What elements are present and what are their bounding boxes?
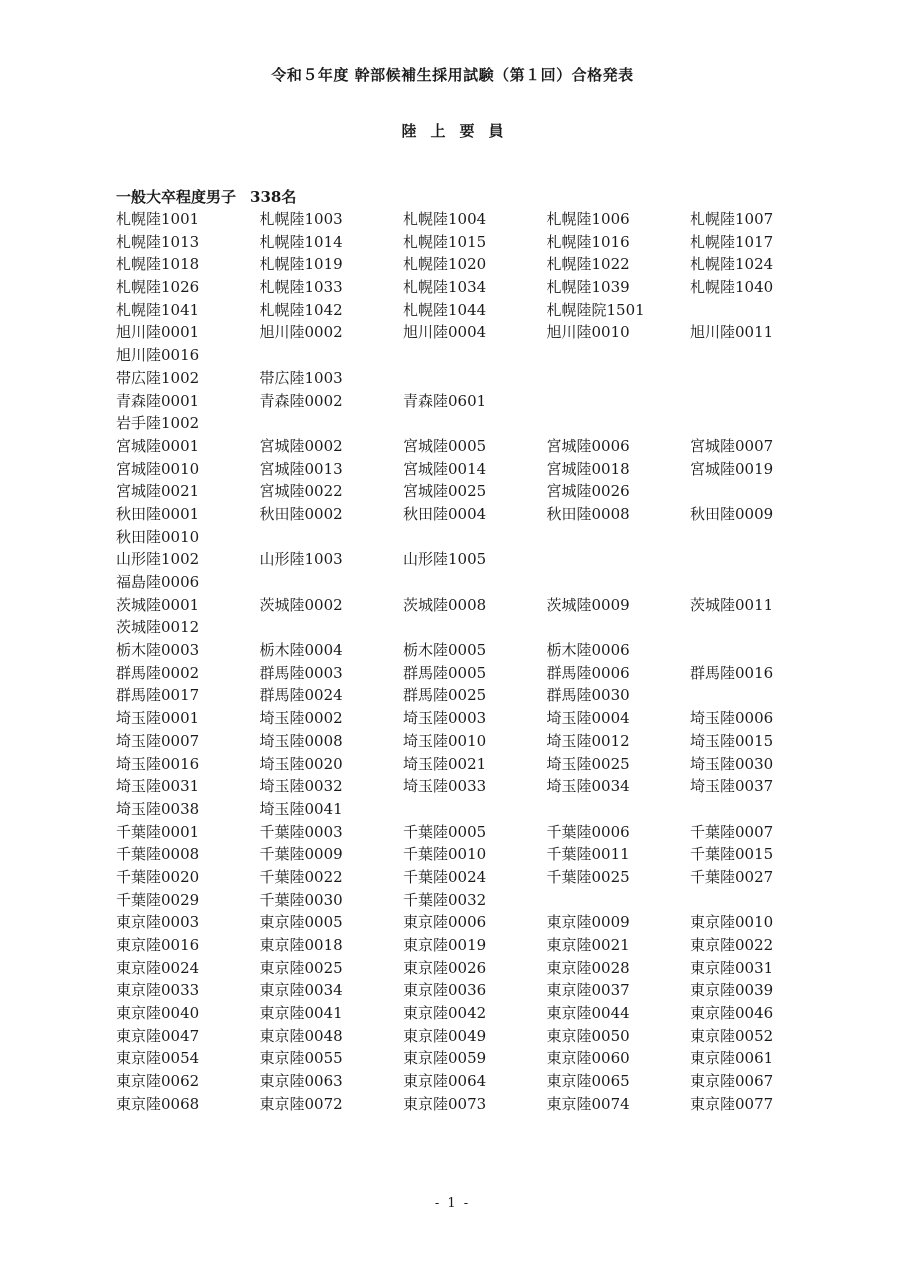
examinee-number: 札幌陸1001 [116, 210, 200, 228]
examinee-number: 宮城陸0013 [259, 459, 343, 478]
examinee-number: 茨城陸0001 [116, 595, 200, 614]
examinee-number: 群馬陸0002 [116, 663, 200, 682]
examinee-number: 東京陸0006 [403, 913, 487, 932]
examinee-number: 埼玉陸0021 [403, 754, 487, 773]
examinee-number: 千葉陸0029 [116, 890, 200, 909]
examinee-number: 札幌陸1033 [259, 278, 343, 297]
examinee-number: 札幌陸1003 [259, 210, 343, 228]
examinee-number: 札幌陸1039 [546, 278, 630, 297]
examinee-number: 群馬陸0016 [690, 663, 774, 682]
examinee-number: 東京陸0068 [116, 1094, 200, 1113]
list-row [116, 934, 836, 957]
examinee-number: 秋田陸0004 [403, 504, 487, 523]
examinee-number: 埼玉陸0031 [116, 777, 200, 796]
list-row [116, 548, 836, 571]
examinee-number: 青森陸0001 [116, 391, 200, 410]
examinee-number: 東京陸0062 [116, 1072, 200, 1091]
list-row [116, 276, 836, 299]
examinee-number: 福島陸0006 [116, 573, 200, 591]
examinee-number: 東京陸0036 [403, 981, 487, 1000]
examinee-number: 札幌陸1042 [259, 300, 343, 319]
examinee-number: 埼玉陸0003 [403, 709, 487, 728]
list-row [116, 639, 836, 662]
examinee-number: 東京陸0055 [259, 1049, 343, 1068]
examinee-number: 東京陸0064 [403, 1072, 487, 1091]
list-row [116, 798, 836, 821]
examinee-number: 千葉陸0006 [546, 822, 630, 841]
examinee-number: 埼玉陸0041 [259, 799, 343, 818]
list-row [116, 707, 836, 730]
examinee-number: 札幌陸1006 [546, 210, 630, 228]
examinee-number: 埼玉陸0010 [403, 731, 487, 750]
page-number: - 1 - [434, 1196, 471, 1211]
examinee-number: 宮城陸0014 [403, 459, 487, 478]
examinee-number: 埼玉陸0038 [116, 799, 200, 818]
examinee-number: 栃木陸0003 [116, 641, 200, 660]
examinee-number: 札幌陸院1501 [546, 300, 645, 319]
examinee-number: 札幌陸1018 [116, 255, 200, 274]
examinee-number: 東京陸0040 [116, 1004, 200, 1023]
examinee-number: 茨城陸0009 [546, 595, 630, 614]
examinee-number: 東京陸0052 [690, 1026, 774, 1045]
examinee-number: 東京陸0024 [116, 958, 200, 977]
examinee-number: 千葉陸0009 [259, 845, 343, 864]
examinee-number: 宮城陸0006 [546, 436, 630, 455]
list-row [116, 866, 836, 889]
examinee-number: 東京陸0067 [690, 1072, 774, 1091]
examinee-number: 群馬陸0003 [259, 663, 343, 682]
examinee-number: 札幌陸1022 [546, 255, 630, 274]
list-row [116, 344, 836, 367]
examinee-number: 東京陸0039 [690, 981, 774, 1000]
examinee-number: 千葉陸0020 [116, 867, 200, 886]
category-label: 一般大卒程度男子 [116, 188, 237, 206]
list-row [116, 1070, 836, 1093]
list-row [116, 957, 836, 980]
examinee-number: 栃木陸0006 [546, 641, 630, 660]
list-row [116, 1002, 836, 1025]
examinee-number: 山形陸1002 [116, 550, 200, 569]
examinee-number: 札幌陸1019 [259, 255, 343, 274]
examinee-number: 埼玉陸0002 [259, 709, 343, 728]
examinee-number: 旭川陸0002 [259, 323, 343, 342]
examinee-number: 東京陸0060 [546, 1049, 630, 1068]
examinee-number: 東京陸0061 [690, 1049, 774, 1068]
examinee-number: 東京陸0026 [403, 958, 487, 977]
examinee-number: 帯広陸1003 [259, 368, 343, 387]
examinee-number: 札幌陸1044 [403, 300, 487, 319]
examinee-number: 秋田陸0001 [116, 504, 200, 523]
list-row [116, 367, 836, 390]
examinee-number: 栃木陸0004 [259, 641, 343, 660]
list-row [116, 1025, 836, 1048]
examinee-number: 東京陸0065 [546, 1072, 630, 1091]
examinee-number: 千葉陸0001 [116, 822, 200, 841]
examinee-number: 旭川陸0010 [546, 323, 630, 342]
examinee-number: 東京陸0063 [259, 1072, 343, 1091]
list-row [116, 321, 836, 344]
list-row [116, 412, 836, 435]
examinee-number: 秋田陸0009 [690, 504, 774, 523]
examinee-number: 札幌陸1013 [116, 232, 200, 251]
examinee-number: 群馬陸0005 [403, 663, 487, 682]
list-row [116, 571, 836, 594]
examinee-number: 宮城陸0025 [403, 482, 487, 501]
list-row [116, 458, 836, 481]
examinee-number: 千葉陸0027 [690, 867, 774, 886]
examinee-number: 宮城陸0019 [690, 459, 774, 478]
examinee-number: 千葉陸0024 [403, 867, 487, 886]
examinee-number: 東京陸0025 [259, 958, 343, 977]
examinee-number: 茨城陸0011 [690, 595, 774, 614]
examinee-number: 東京陸0074 [546, 1094, 630, 1113]
examinee-number: 青森陸0002 [259, 391, 343, 410]
examinee-number: 宮城陸0021 [116, 482, 200, 501]
examinee-number: 東京陸0033 [116, 981, 200, 1000]
list-row [116, 253, 836, 276]
examinee-number: 札幌陸1014 [259, 232, 343, 251]
examinee-number: 宮城陸0005 [403, 436, 487, 455]
examinee-number: 千葉陸0008 [116, 845, 200, 864]
examinee-number: 札幌陸1007 [690, 210, 774, 228]
examinee-number: 東京陸0072 [259, 1094, 343, 1113]
examinee-number: 東京陸0047 [116, 1026, 200, 1045]
examinee-number: 東京陸0031 [690, 958, 774, 977]
document-title: 令和５年度 幹部候補生採用試験（第１回）合格発表 [271, 66, 634, 84]
examinee-number: 東京陸0046 [690, 1004, 774, 1023]
examinee-number: 埼玉陸0015 [690, 731, 774, 750]
examinee-number: 埼玉陸0030 [690, 754, 774, 773]
list-row [116, 911, 836, 934]
examinee-number: 東京陸0041 [259, 1004, 343, 1023]
examinee-number: 札幌陸1016 [546, 232, 630, 251]
examinee-number: 千葉陸0030 [259, 890, 343, 909]
examinee-number: 札幌陸1017 [690, 232, 774, 251]
list-row [116, 526, 836, 549]
examinee-number: 千葉陸0003 [259, 822, 343, 841]
examinee-number: 旭川陸0016 [116, 346, 200, 365]
examinee-number: 東京陸0019 [403, 936, 487, 954]
examinee-number: 旭川陸0011 [690, 323, 774, 342]
examinee-number: 埼玉陸0008 [259, 731, 343, 750]
list-row [116, 821, 836, 844]
list-row [116, 435, 836, 458]
list-row [116, 1047, 836, 1070]
examinee-number: 山形陸1005 [403, 550, 487, 569]
list-row [116, 299, 836, 322]
examinee-number: 岩手陸1002 [116, 414, 200, 433]
examinee-number: 千葉陸0005 [403, 822, 487, 841]
examinee-number: 群馬陸0030 [546, 686, 630, 705]
list-row [116, 979, 836, 1002]
examinee-number: 埼玉陸0034 [546, 777, 630, 796]
list-row [116, 730, 836, 753]
examinee-number: 東京陸0059 [403, 1049, 487, 1068]
examinee-number: 札幌陸1034 [403, 278, 487, 297]
list-row [116, 594, 836, 617]
list-row [116, 753, 836, 776]
list-row [116, 231, 836, 254]
examinee-number: 東京陸0018 [259, 936, 343, 954]
examinee-number: 宮城陸0002 [259, 436, 343, 455]
examinee-number: 東京陸0003 [116, 913, 200, 932]
examinee-number: 群馬陸0024 [259, 686, 343, 705]
examinee-number: 埼玉陸0032 [259, 777, 343, 796]
examinee-number: 千葉陸0032 [403, 890, 487, 909]
examinee-number: 札幌陸1015 [403, 232, 487, 251]
examinee-number: 埼玉陸0020 [259, 754, 343, 773]
examinee-number: 東京陸0049 [403, 1026, 487, 1045]
list-row [116, 616, 836, 639]
examinee-number: 埼玉陸0033 [403, 777, 487, 796]
list-row [116, 208, 836, 231]
examinee-number: 茨城陸0008 [403, 595, 487, 614]
examinee-number: 千葉陸0010 [403, 845, 487, 864]
examinee-number: 札幌陸1004 [403, 210, 487, 228]
list-row [116, 480, 836, 503]
examinee-number: 札幌陸1040 [690, 278, 774, 297]
examinee-number: 秋田陸0010 [116, 527, 200, 546]
examinee-number: 千葉陸0011 [546, 845, 630, 864]
examinee-number: 埼玉陸0016 [116, 754, 200, 773]
examinee-number: 宮城陸0026 [546, 482, 630, 501]
examinee-number: 東京陸0050 [546, 1026, 630, 1045]
examinee-number: 千葉陸0007 [690, 822, 774, 841]
examinee-number: 帯広陸1002 [116, 368, 200, 387]
examinee-number: 東京陸0054 [116, 1049, 200, 1068]
examinee-number: 千葉陸0022 [259, 867, 343, 886]
examinee-number: 埼玉陸0001 [116, 709, 200, 728]
list-row [116, 662, 836, 685]
examinee-number: 東京陸0042 [403, 1004, 487, 1023]
examinee-number: 東京陸0037 [546, 981, 630, 1000]
examinee-number: 千葉陸0025 [546, 867, 630, 886]
examinee-number: 埼玉陸0007 [116, 731, 200, 750]
list-row [116, 1093, 836, 1116]
examinee-number: 群馬陸0017 [116, 686, 200, 705]
examinee-number: 旭川陸0004 [403, 323, 487, 342]
examinee-number: 東京陸0077 [690, 1094, 774, 1113]
examinee-number: 千葉陸0015 [690, 845, 774, 864]
examinee-number: 札幌陸1024 [690, 255, 774, 274]
examinee-number: 秋田陸0002 [259, 504, 343, 523]
examinee-number: 東京陸0005 [259, 913, 343, 932]
examinee-number: 宮城陸0007 [690, 436, 774, 455]
list-row [116, 503, 836, 526]
examinee-number: 埼玉陸0037 [690, 777, 774, 796]
examinee-number: 東京陸0022 [690, 936, 774, 954]
examinee-number: 青森陸0601 [403, 391, 487, 410]
examinee-number-list [116, 208, 836, 1116]
examinee-number: 東京陸0010 [690, 913, 774, 932]
examinee-number: 群馬陸0006 [546, 663, 630, 682]
examinee-number: 宮城陸0001 [116, 436, 200, 455]
category-heading [116, 186, 296, 207]
list-row [116, 843, 836, 866]
examinee-number: 札幌陸1026 [116, 278, 200, 297]
examinee-number: 東京陸0016 [116, 936, 200, 954]
examinee-number: 埼玉陸0025 [546, 754, 630, 773]
examinee-number: 埼玉陸0006 [690, 709, 774, 728]
category-count: 338名 [250, 188, 297, 206]
list-row [116, 684, 836, 707]
examinee-number: 東京陸0028 [546, 958, 630, 977]
examinee-number: 東京陸0048 [259, 1026, 343, 1045]
examinee-number: 旭川陸0001 [116, 323, 200, 342]
examinee-number: 秋田陸0008 [546, 504, 630, 523]
examinee-number: 宮城陸0018 [546, 459, 630, 478]
list-row [116, 775, 836, 798]
examinee-number: 東京陸0021 [546, 936, 630, 954]
examinee-number: 札幌陸1041 [116, 300, 200, 319]
list-row [116, 390, 836, 413]
examinee-number: 東京陸0009 [546, 913, 630, 932]
examinee-number: 山形陸1003 [259, 550, 343, 569]
list-row [116, 889, 836, 912]
examinee-number: 栃木陸0005 [403, 641, 487, 660]
examinee-number: 宮城陸0022 [259, 482, 343, 501]
document-subtitle: 陸上要員 [401, 122, 518, 140]
examinee-number: 宮城陸0010 [116, 459, 200, 478]
examinee-number: 東京陸0044 [546, 1004, 630, 1023]
examinee-number: 東京陸0034 [259, 981, 343, 1000]
examinee-number: 群馬陸0025 [403, 686, 487, 705]
examinee-number: 札幌陸1020 [403, 255, 487, 274]
examinee-number: 東京陸0073 [403, 1094, 487, 1113]
examinee-number: 埼玉陸0012 [546, 731, 630, 750]
examinee-number: 茨城陸0002 [259, 595, 343, 614]
examinee-number: 茨城陸0012 [116, 618, 200, 637]
examinee-number: 埼玉陸0004 [546, 709, 630, 728]
